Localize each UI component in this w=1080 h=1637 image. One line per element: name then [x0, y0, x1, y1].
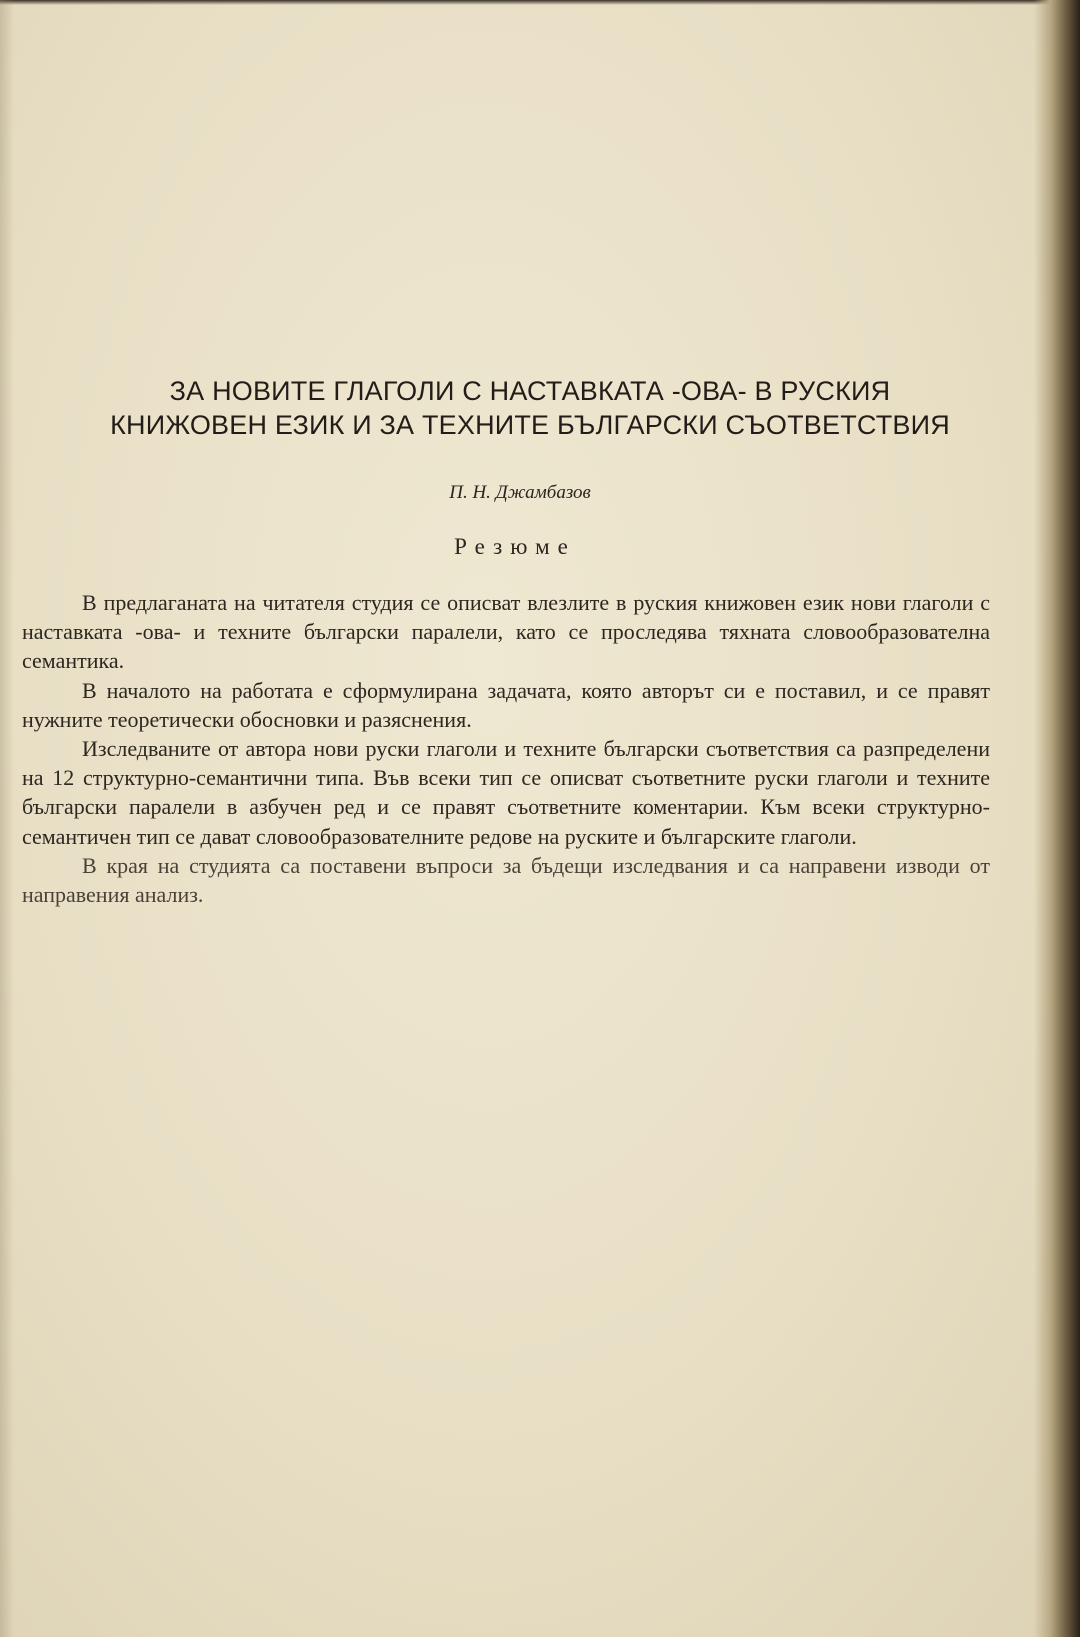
page-spine-shadow — [1034, 0, 1080, 1637]
page-top-edge-shadow — [0, 0, 1080, 5]
author-name: П. Н. Джамбазов — [449, 482, 591, 503]
article-title-line-1: ЗА НОВИТЕ ГЛАГОЛИ С НАСТАВКАТА -ОВА- В РУСКИЯ — [169, 376, 891, 406]
summary-paragraph-3: Изследваните от автора нови руски глаголи и техните български съответствия са разпределени на 12 структурно-семантични типа. Във всеки тип се описват съответните руски глаголи и техните български паралели в азбучен ред и се правят съответните коментарии. Към всеки структурно-семантичен тип се дават словообразователните редове на руските и българските глаголи. — [22, 736, 990, 849]
summary-paragraph-4: В края на студията са поставени въпроси за бъдещи изследвания и са направени изводи от направения анализ. — [22, 852, 990, 908]
summary-paragraph-1: В предлаганата на читателя студия се описват влезлите в руския книжовен език нови глаголи с наставката -ова- и техните български паралели, като се проследява тяхната словообразователна семантика. — [22, 590, 990, 674]
page-left-edge-shadow — [0, 0, 14, 1637]
summary-body — [22, 588, 990, 909]
summary-paragraph-2: В началото на работата е сформулирана задачата, която авторът си е поставил, и се правят нужните теоретически обосновки и разяснения. — [22, 677, 990, 732]
article-title — [60, 374, 1000, 442]
summary-heading: Резюме — [454, 534, 576, 559]
article-title-line-2: КНИЖОВЕН ЕЗИК И ЗА ТЕХНИТЕ БЪЛГАРСКИ СЪОТВЕТСТВИЯ — [110, 410, 950, 440]
